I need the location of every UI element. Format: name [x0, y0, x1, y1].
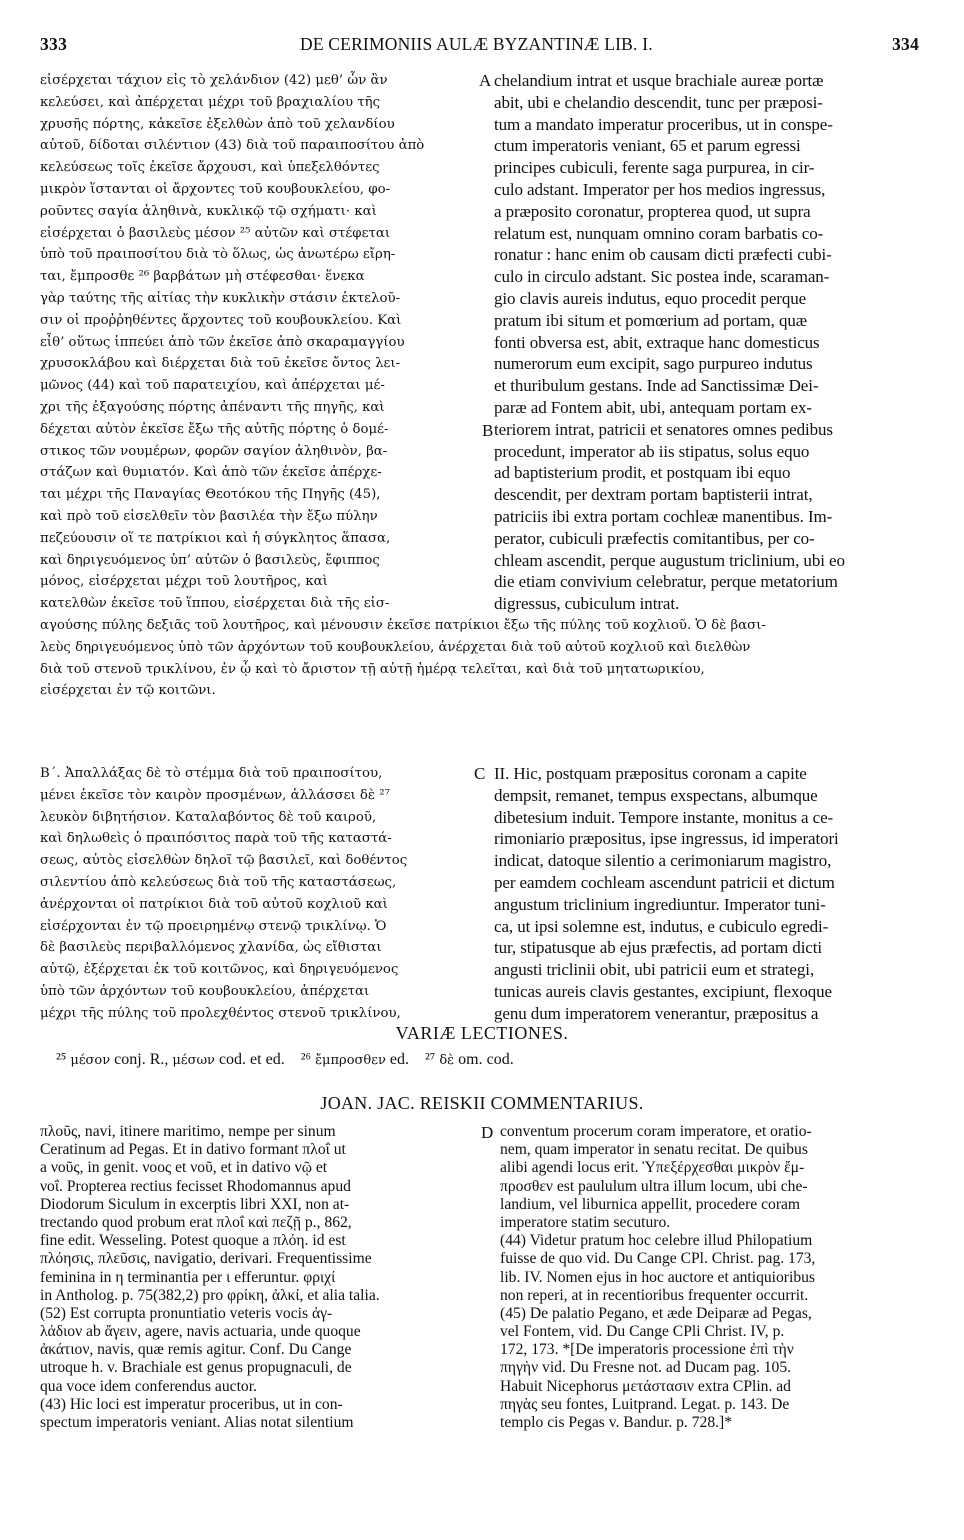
text-line: δέχεται αὐτὸν ἐκεῖσε ἔξω τῆς αὐτῆς πόρτης ὁ δομέ- [40, 421, 389, 437]
text-line: digressus, cubiculum intrat. [494, 594, 680, 614]
text-line: νοΐ. Propterea rectius fecisset Rhodomannus apud [40, 1177, 351, 1195]
note-25-greek: μέσον [70, 1053, 111, 1068]
text-line: καὶ δηλωθεὶς ὁ πραιπόσιτος παρὰ τοῦ τῆς καταστά- [40, 831, 392, 847]
text-line: ad baptisterium prodit, et postquam ibi equo [494, 463, 791, 483]
text-line: μῶνος (44) καὶ τοῦ παρατειχίου, καὶ ἀπέρχεται μέ- [40, 378, 385, 394]
left-page-number: 333 [40, 34, 68, 54]
text-line: Diodorum Siculum in excerptis libri XXI, non at- [40, 1195, 350, 1213]
text-line: σεως, αὐτὸς εἰσελθὼν δηλοῖ τῷ βασιλεῖ, καὶ δοθέντος [40, 853, 408, 869]
note-25-text-b: cod. et ed. [214, 1051, 297, 1068]
text-line: πεζεύουσιν οἵ τε πατρίκιοι καὶ ἡ σύγκλητος ἅπασα, [40, 530, 391, 546]
text-line: δὲ βασιλεὺς περιβαλλόμενος χλανίδα, ὡς εἴθισται [40, 940, 382, 956]
text-line: στάζων καὶ θυμιατόν. Καὶ ἀπὸ τῶν ἐκεῖσε ἀπέρχε- [40, 465, 382, 481]
text-line: γὰρ ταύτης τῆς αἰτίας τὴν κυκλικὴν στάσιν ἐκτελοῦ- [40, 290, 401, 306]
text-line: feminina in η terminantia per ι efferuntur. φριχί [40, 1268, 336, 1286]
variant-readings [56, 1051, 936, 1069]
latin-column-middle [494, 763, 930, 1025]
text-line: κελεύσει, καὶ ἀπέρχεται μέχρι τοῦ βραχιαλίου τῆς [40, 94, 381, 110]
text-line: ὑπὸ τοῦ πραιποσίτου διὰ τὸ ὅλως, ὡς ἀνωτέρω εἴρη- [40, 247, 396, 263]
text-line: dibetesium induit. Tempore instante, monitus a ce- [494, 807, 834, 827]
section-marker-b: B [482, 421, 494, 440]
text-line: conventum procerum coram imperatore, et oratio- [500, 1123, 812, 1140]
text-line: lib. IV. Nomen ejus in hoc auctore et antiquioribus [500, 1268, 815, 1286]
text-line: ται, ἔμπροσθε ²⁶ βαρβάτων μὴ στέφεσθαι· ἕνεκα [40, 269, 365, 285]
text-line: procedunt, imperator ab iis stipatus, solus equo [494, 441, 810, 461]
greek-column-middle [40, 763, 477, 1025]
note-27-number: ²⁷ [424, 1051, 436, 1068]
text-line: trectando quod probum erat πλοΐ καὶ πεζῇ p., 862, [40, 1213, 352, 1231]
text-line: εἰσέρχεται τάχιον εἰς τὸ χελάνδιον (42) μεθ’ ὧν ἂν [40, 73, 388, 88]
text-line: στικος τῶν νουμέρων, φορῶν σαγίον ἀληθινὸν, βα- [40, 443, 388, 459]
text-line: μόνος, εἰσέρχεται μέχρι τοῦ λουτῆρος, καὶ [40, 574, 328, 590]
text-line: relatum est, nunquam omnino coram barbatis co- [494, 223, 824, 243]
note-25-text: conj. R., [110, 1051, 173, 1068]
text-line: διὰ τοῦ στενοῦ τρικλίνου, ἐν ᾧ καὶ τὸ ἄριστον τῇ αὐτῇ ἡμέρᾳ τελεῖται, καὶ διὰ τοῦ μητατωρικίου, [40, 661, 705, 677]
text-line: tur, stipatusque ab ejus præfectis, ad portam dicti [494, 938, 823, 958]
text-line: utroque h. v. Brachiale est genus propugnaculi, de [40, 1359, 352, 1377]
text-line: die etiam convivium celebratur, perque metatorium [494, 572, 838, 592]
text-line: a νοῦς, in genit. νοος et νοῦ, et in dativo νῷ et [40, 1159, 328, 1177]
full-width-greek-lines [40, 615, 928, 702]
note-26-number: ²⁶ [300, 1051, 312, 1068]
text-line: numerorum eum excipit, sago purpureo indutus [494, 354, 813, 374]
text-line: spectum imperatoris veniant. Alias notat silentium [40, 1414, 354, 1431]
text-line: principes cubiculi, ferente saga purpurea, in cir- [494, 158, 815, 178]
text-line: dempsit, remanet, tempus exspectans, albumque [494, 785, 818, 805]
text-line: indicat, datoque silentio a cerimoniarum magistro, [494, 851, 832, 871]
text-line: gio clavis aureis indutus, equo procedit perque [494, 288, 807, 308]
text-line: ca, ut ipsi solemne est, indutus, e cubiculo egredi- [494, 916, 829, 936]
text-line: ται μέχρι τῆς Παναγίας Θεοτόκου τῆς Πηγῆς (45), [40, 487, 381, 503]
text-line: imperatore statim secuturo. [500, 1213, 671, 1231]
text-line: λεὺς δηριγευόμενος ὑπὸ τῶν ἀρχόντων τοῦ κουβουκλείου, ἀνέρχεται διὰ τοῦ αὐτοῦ κοχλιοῦ καὶ διελθὼν [40, 639, 751, 655]
running-header [0, 34, 964, 60]
text-line: vel Fontem, vid. Du Cange CPli Christ. IV, p. [500, 1323, 785, 1341]
section-marker-c: C [474, 764, 486, 783]
text-line: καὶ πρὸ τοῦ εἰσελθεῖν τὸν βασιλέα τὴν ἔξω πύλην [40, 508, 378, 524]
text-line: ροῦντες σαγία ἀληθινὰ, κυκλικῷ τῷ σχήματι· καὶ [40, 203, 377, 219]
text-line: II. Hic, postquam præpositus coronam a capite [494, 764, 807, 783]
text-line: Ceratinum ad Pegas. Et in dativo formant πλοΐ ut [40, 1141, 346, 1159]
text-line: a præposito coronatur, propterea quod, ut supra [494, 201, 811, 221]
text-line: ἀκάτιον, navis, quæ remis agitur. Conf. Du Cange [40, 1341, 352, 1359]
text-line: σιλεντίου ἀπὸ κελεύσεως διὰ τοῦ τῆς καταστάσεως, [40, 874, 397, 890]
text-line: αγούσης πύλης δεξιᾶς τοῦ λουτῆρος, καὶ μένουσιν ἐκεῖσε πατρίκιοι ἔξω τῆς πύλης τοῦ κοχλιοῦ. Ὁ δὲ βασι- [40, 618, 766, 633]
text-line: Habuit Nicephorus μετάστασιν extra CPlin. ad [500, 1377, 791, 1395]
running-title: DE CERIMONIIS AULÆ BYZANTINÆ LIB. I. [300, 34, 653, 54]
note-26-greek: ἔμπροσθεν [315, 1053, 386, 1068]
commentary-right-column [500, 1123, 932, 1432]
section-marker-d: D [481, 1123, 494, 1142]
text-line: nem, quam imperator in senatu recitat. De quibus [500, 1141, 808, 1159]
text-line: tunicas aureis clavis gestantes, excipiunt, flexoque [494, 981, 832, 1001]
text-line: χρυσῆς πόρτης, κἀκεῖσε ἐξελθὼν ἀπὸ τοῦ χελανδίου [40, 116, 395, 132]
section-marker-a: A [479, 71, 492, 90]
text-line: λάδιον ab ἄγειν, agere, navis actuaria, unde quoque [40, 1323, 361, 1341]
text-line: descendit, per dextram portam baptisterii intrat, [494, 485, 813, 505]
note-27-greek: δὲ [439, 1053, 455, 1068]
text-line: μένει ἐκεῖσε τὸν καιρὸν προσμένων, ἀλλάσσει δὲ ²⁷ [40, 787, 390, 803]
text-line: perator, cubiculi præfectis comitantibus, per co- [494, 528, 815, 548]
text-line: paræ ad Fontem abit, ubi, antequam portam ex- [494, 397, 812, 417]
text-line: chelandium intrat et usque brachiale aureæ portæ [494, 71, 824, 90]
text-line: σιν οἱ προῤῥηθέντες ἄρχοντες τοῦ κουβουκλείου. Καὶ [40, 312, 402, 328]
text-line: πλόησις, πλεῦσις, navigatio, derivari. Frequentissime [40, 1250, 372, 1268]
text-line: πλοῦς, navi, itinere maritimo, nempe per sinum [40, 1123, 336, 1140]
text-line: in Antholog. p. 75(382,2) pro φρίκη, ἀλκί, et alia talia. [40, 1286, 380, 1304]
text-line: angustum triclinium ingrediuntur. Imperator tuni- [494, 894, 826, 914]
text-line: Β΄. Ἀπαλλάξας δὲ τὸ στέμμα διὰ τοῦ πραιποσίτου, [40, 766, 383, 781]
text-line: κατελθὼν ἐκεῖσε τοῦ ἵππου, εἰσέρχεται διὰ τῆς εἰσ- [40, 596, 390, 612]
commentary-left-column [40, 1123, 480, 1432]
text-line: rimoniario præpositus, ipse ingressus, id imperatori [494, 829, 839, 849]
text-line: (43) Hic loci est imperatur proceribus, ut in con- [40, 1395, 343, 1413]
text-line: qua voce idem conferendus auctor. [40, 1377, 257, 1395]
note-26-text: ed. [385, 1051, 421, 1068]
note-27-text: om. cod. [454, 1051, 514, 1068]
text-line: ronatur : hanc enim ob causam dicti præfecti cubi- [494, 245, 832, 265]
commentary-heading: JOAN. JAC. REISKII COMMENTARIUS. [320, 1093, 644, 1113]
text-line: culo in circulo adstant. Sic postea inde, scaraman- [494, 267, 830, 287]
text-line: pratum ibi situm et pomœrium ad portam, quæ [494, 310, 807, 330]
text-line: angusti triclinii obit, ubi patricii eum et strategi, [494, 960, 814, 980]
text-line: templo cis Pegas v. Bandur. p. 728.]* [500, 1414, 733, 1431]
text-line: patriciis ibi extra portam cochleæ manentibus. Im- [494, 506, 833, 526]
right-page-number: 334 [892, 34, 920, 54]
text-line: chleam ascendit, perque augustum triclinium, ubi eo [494, 550, 845, 570]
text-line: μικρὸν ἵστανται οἱ ἄρχοντες τοῦ κουβουκλείου, φο- [40, 181, 391, 197]
text-line: ctum imperatoris veniant, 65 et parum egressi [494, 136, 801, 156]
text-line: landium, vel liburnica appellit, procedere coram [500, 1195, 801, 1213]
text-line: λευκὸν διβητήσιον. Καταλαβόντος δὲ τοῦ καιροῦ, [40, 809, 377, 825]
text-line: πηγὰς seu fontes, Luitprand. Legat. p. 143. De [500, 1395, 790, 1413]
text-line: προσθεν est paululum ultra illum locum, ubi che- [500, 1177, 808, 1195]
text-line: ὑπὸ τῶν ἀρχόντων τοῦ κουβουκλείου, ἀπέρχεται [40, 983, 370, 999]
note-25-number: ²⁵ [56, 1051, 67, 1068]
text-line: (45) De palatio Pegano, et æde Deiparæ ad Pegas, [500, 1304, 812, 1322]
text-line: ἀνέρχονται οἱ πατρίκιοι διὰ τοῦ αὐτοῦ κοχλιοῦ καὶ [40, 896, 388, 912]
text-line: εἶθ’ οὕτως ἱππεύει ἀπὸ τῶν ἐκεῖσε ἀπὸ σκαραμαγγίου [40, 334, 405, 350]
greek-column-top [40, 70, 477, 615]
text-line: (44) Videtur pratum hoc celebre illud Philopatium [500, 1232, 813, 1250]
text-line: κελεύσεως τοῖς ἐκεῖσε ἄρχουσι, καὶ ὑπεξελθόντες [40, 160, 380, 176]
text-line: et thuribulum gestans. Inde ad Sanctissimæ Dei- [494, 376, 819, 396]
text-line: non reperi, at in recentioribus frequenter occurrit. [500, 1286, 809, 1304]
note-25-greek-b: μέσων [172, 1053, 215, 1068]
text-line: μέχρι τῆς πύλης τοῦ προλεχθέντος στενοῦ τρικλίνου, [40, 1005, 401, 1021]
text-line: χρυσοκλάβου καὶ διέρχεται διὰ τοῦ ἐκεῖσε ὄντος λει- [40, 356, 401, 372]
text-line: εἰσέρχεται ἐν τῷ κοιτῶνι. [40, 683, 216, 699]
text-line: 172, 173. *[De imperatoris processione ἐπὶ τὴν [500, 1341, 794, 1359]
text-line: tum a mandato imperatur proceribus, ut in conspe- [494, 114, 833, 134]
text-line: εἰσέρχεται ὁ βασιλεὺς μέσον ²⁵ αὐτῶν καὶ στέφεται [40, 225, 391, 241]
text-line: εἰσέρχονται ἐν τῷ προειρημένῳ στενῷ τρικλίνῳ. Ὁ [40, 918, 387, 934]
text-line: αὐτῷ, ἐξέρχεται ἐκ τοῦ κοιτῶνος, καὶ δηριγευόμενος [40, 962, 399, 978]
text-line: per eamdem cochleam ascendunt patricii et dictum [494, 872, 835, 892]
text-line: (52) Est corrupta pronuntiatio veteris vocis ἀγ- [40, 1304, 333, 1322]
text-line: καὶ δηριγευόμενος ὑπ’ αὐτῶν ὁ βασιλεὺς, ἔφιππος [40, 552, 380, 568]
text-line: teriorem intrat, patricii et senatores omnes pedibus [494, 419, 833, 439]
latin-column-top [494, 70, 930, 615]
text-line: genu dum imperatorem venerantur, præpositus a [494, 1003, 819, 1023]
text-line: fine edit. Wesseling. Potest quoque a πλόη. id est [40, 1232, 346, 1250]
text-line: abit, ubi e chelandio descendit, tunc per præposi- [494, 92, 823, 112]
text-line: fuisse de quo vid. Du Cange CPl. Christ. pag. 173, [500, 1250, 816, 1268]
text-line: χρι τῆς ἐξαγούσης πόρτης ἀπέναντι τῆς πηγῆς, καὶ [40, 399, 385, 415]
text-line: αὐτοῦ, δίδοται σιλέντιον (43) διὰ τοῦ παραιποσίτου ἀπὸ [40, 138, 425, 154]
text-line: πηγὴν vid. Du Fresne not. ad Ducam pag. 105. [500, 1359, 792, 1377]
text-line: culo adstant. Imperator per hos medios ingressus, [494, 179, 826, 199]
text-line: fonti obversa est, abit, extraque hanc domesticus [494, 332, 820, 352]
text-line: alibi agendi locus erit. Ὑπεξέρχεσθαι μικρὸν ἔμ- [500, 1159, 805, 1177]
variae-lectiones-heading: VARIÆ LECTIONES. [395, 1023, 569, 1043]
